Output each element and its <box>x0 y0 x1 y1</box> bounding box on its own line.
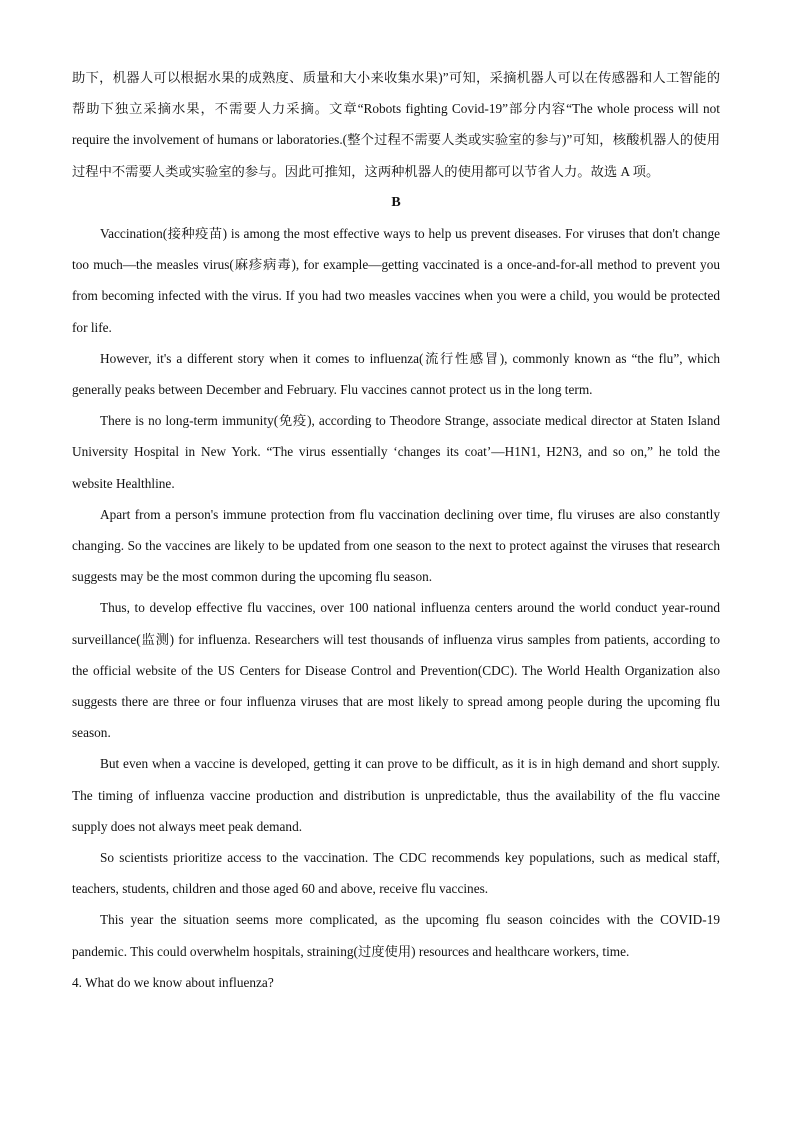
passage-paragraph-3: There is no long-term immunity(免疫), according to Theodore Strange, associate medical director at Staten Island University Hospital in New York. “The virus essentially ‘changes its coat’—H1N1, H2N3, and so on,” he told the website Healthline. <box>72 413 720 491</box>
passage-paragraph-1: Vaccination(接种疫苗) is among the most effective ways to help us prevent diseases. For viruses that don't change too much—the measles virus(麻疹病毒), for example—getting vaccinated is a once-and-for-all method to prevent you from becoming infected with the virus. If you had two measles vaccines when you were a child, you would be protected for life. <box>72 226 720 335</box>
passage-paragraph-7: So scientists prioritize access to the vaccination. The CDC recommends key populations, such as medical staff, teachers, students, children and those aged 60 and above, receive flu vaccines. <box>72 850 720 897</box>
passage-paragraph-2: However, it's a different story when it comes to influenza(流行性感冒), commonly known as “the flu”, which generally peaks between December and February. Flu vaccines cannot protect us in the long term. <box>72 350 720 398</box>
passage-paragraph-4: Apart from a person's immune protection from flu vaccination declining over time, flu viruses are also constantly changing. So the vaccines are likely to be updated from one season to the next to protect against the viruses that research suggests may be the most common during the upcoming flu season. <box>72 506 720 585</box>
passage-paragraph-6: But even when a vaccine is developed, getting it can prove to be difficult, as it is in high demand and short supply. The timing of influenza vaccine production and distribution is unpredictable, thus the availability of the flu vaccine supply does not always meet peak demand. <box>72 756 720 834</box>
explanation-paragraph: 助下，机器人可以根据水果的成熟度、质量和大小来收集水果)”可知，采摘机器人可以在传感器和人工智能的帮助下独立采摘水果，不需要人力采摘。文章“Robots fighting Covid-19”部分内容“The whole process will not require the involvement of humans or laboratories.(整个过程不需要人类或实验室的参与)”可知，核酸机器人的使用过程中不需要人类或实验室的参与。因此可推知，这两种机器人的使用都可以节省人力。故选 A 项。 <box>72 70 720 179</box>
question-text: 4. What do we know about influenza? <box>72 974 274 990</box>
document-page <box>72 62 720 998</box>
passage-paragraph-8: This year the situation seems more complicated, as the upcoming flu season coincides with the COVID-19 pandemic. This could overwhelm hospitals, straining(过度使用) resources and healthcare workers, time. <box>72 912 720 959</box>
section-title: B <box>391 194 401 210</box>
passage-paragraph-5: Thus, to develop effective flu vaccines, over 100 national influenza centers around the world conduct year-round surveillance(监测) for influenza. Researchers will test thousands of influenza virus samples from patients, according to the official website of the US Centers for Disease Control and Prevention(CDC). The World Health Organization also suggests there are three or four influenza viruses that are most likely to spread among people during the upcoming flu season. <box>72 600 720 741</box>
